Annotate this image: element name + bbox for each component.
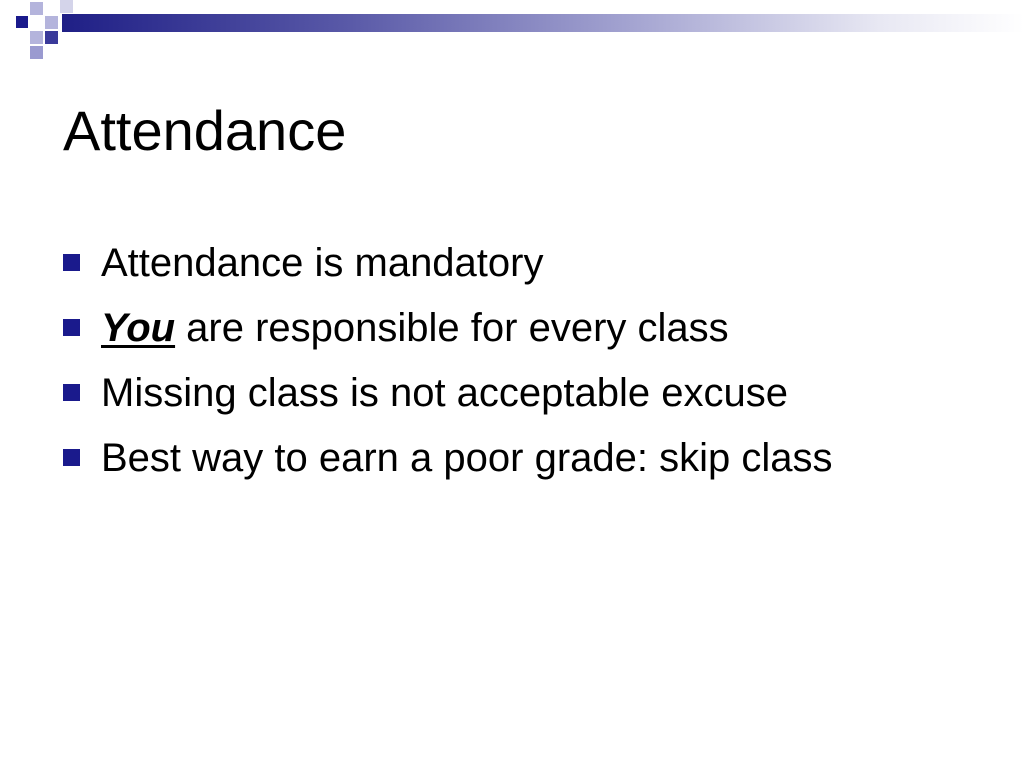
deco-square-light-5 <box>30 46 43 59</box>
bullet-text: Missing class is not acceptable excuse <box>101 370 788 415</box>
square-bullet-icon <box>63 449 80 466</box>
bullet-item <box>63 360 832 425</box>
square-bullet-icon <box>63 319 80 336</box>
deco-square-dark-2 <box>45 31 58 44</box>
bullet-text-rest: are responsible for every class <box>175 305 729 350</box>
bullet-list <box>63 230 832 490</box>
deco-square-light-4 <box>30 31 43 44</box>
slide-title: Attendance <box>63 99 347 162</box>
square-bullet-icon <box>63 384 80 401</box>
bullet-item <box>63 230 832 295</box>
bullet-item <box>63 425 832 490</box>
deco-square-dark-1 <box>16 16 28 28</box>
deco-square-light-1 <box>30 2 43 15</box>
bullet-text: Attendance is mandatory <box>101 240 544 285</box>
emphasized-word: You <box>101 305 176 350</box>
bullet-item <box>63 295 832 360</box>
bullet-text: Best way to earn a poor grade: skip class <box>101 435 833 480</box>
deco-square-light-3 <box>60 0 73 13</box>
deco-square-light-2 <box>45 16 58 29</box>
header-gradient-bar <box>62 14 1024 32</box>
bullet-text <box>101 304 729 352</box>
square-bullet-icon <box>63 254 80 271</box>
